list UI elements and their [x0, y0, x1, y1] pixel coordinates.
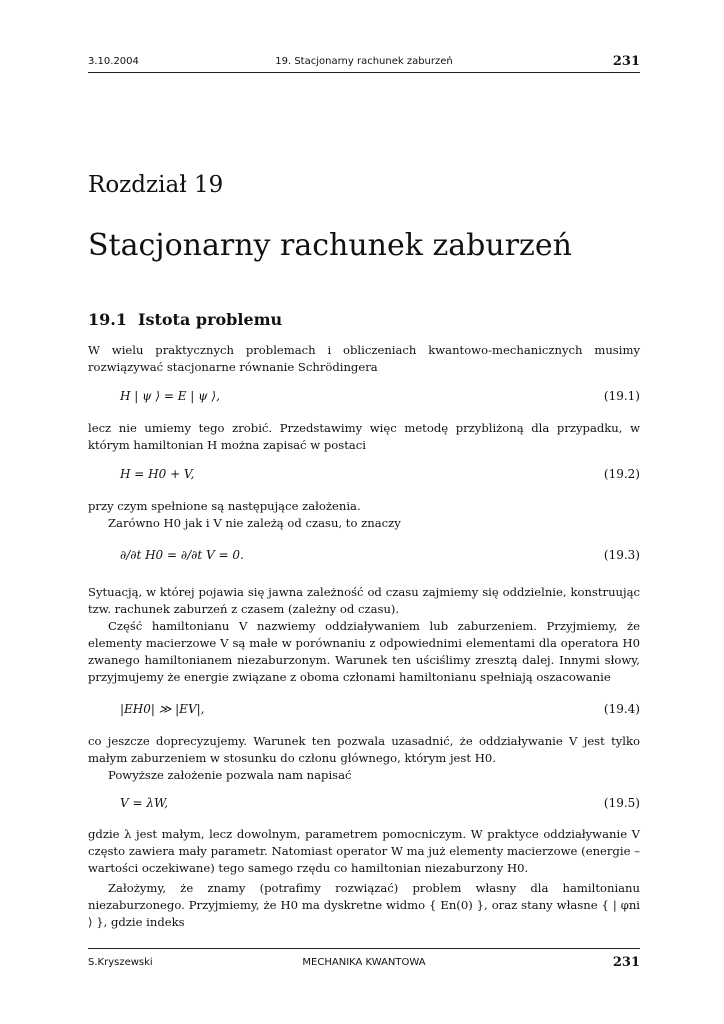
equation-19-2 — [120, 467, 640, 487]
header-page-number: 231 — [612, 54, 640, 69]
paragraph-8: Powyższe założenie pozwala nam napisać — [108, 768, 352, 782]
equation-19-3 — [120, 548, 640, 568]
paragraph-4: Zarówno H0 jak i V nie zależą od czasu, to znaczy — [108, 516, 401, 530]
header-date: 3.10.2004 — [88, 56, 139, 67]
equation-19-4 — [120, 702, 640, 722]
equation-19-1-number: (19.1) — [603, 389, 640, 403]
paragraph-6: Część hamiltonianu V nazwiemy oddziaływaniem lub zaburzeniem. Przyjmiemy, że elementy macierzowe V są małe w porównaniu z odpowiednimi elementami dla operatora H0 zwanego hamiltonianem niezaburzonym. Warunek ten uściślimy zresztą dalej. Innymi słowy, przyjmujemy że energie związane z oboma członami hamiltonianu spełniają oszacowanie — [88, 619, 640, 684]
paragraph-3: przy czym spełnione są następujące założenia. — [88, 499, 361, 513]
chapter-label: Rozdział 19 — [88, 172, 224, 198]
footer-author: S.Kryszewski — [88, 957, 153, 968]
paragraph-10: Założymy, że znamy (potrafimy rozwiązać) problem własny dla hamiltonianu niezaburzonego. Przyjmiemy, że H0 ma dyskretne widmo { En(0) }, oraz stany własne { | φni ⟩ }, gdzie indeks — [88, 881, 640, 929]
paragraph-2: lecz nie umiemy tego zrobić. Przedstawimy więc metodę przybliżoną dla przypadku, w którym hamiltonian H można zapisać w postaci — [88, 421, 640, 452]
running-footer — [88, 948, 640, 975]
equation-19-5 — [120, 796, 640, 816]
equation-19-4-number: (19.4) — [603, 702, 640, 716]
running-header — [88, 56, 640, 73]
footer-title: MECHANIKA KWANTOWA — [302, 957, 426, 968]
paragraph-5: Sytuacją, w której pojawia się jawna zależność od czasu zajmiemy się oddzielnie, konstruując tzw. rachunek zaburzeń z czasem (zależny od czasu). — [88, 585, 640, 616]
equation-19-4-expression: |EH0| ≫ |EV|, — [120, 702, 205, 716]
chapter-title: Stacjonarny rachunek zaburzeń — [88, 228, 572, 263]
equation-19-1 — [120, 389, 640, 409]
equation-19-5-expression: V = λW, — [120, 796, 169, 810]
equation-19-5-number: (19.5) — [603, 796, 640, 810]
header-title: 19. Stacjonarny rachunek zaburzeń — [275, 56, 453, 67]
footer-page-number: 231 — [612, 955, 640, 970]
section-title: Istota problemu — [138, 310, 283, 329]
paragraph-1: W wielu praktycznych problemach i obliczeniach kwantowo-mechanicznych musimy rozwiązywać stacjonarne równanie Schrödingera — [88, 343, 640, 374]
section-heading — [88, 310, 282, 329]
equation-19-2-expression: H = H0 + V, — [120, 467, 195, 481]
equation-19-3-expression: ∂/∂t H0 = ∂/∂t V = 0. — [120, 548, 244, 562]
equation-19-1-expression: H | ψ ⟩ = E | ψ ⟩, — [120, 389, 220, 403]
paragraph-7: co jeszcze doprecyzujemy. Warunek ten pozwala uzasadnić, że oddziaływanie V jest tylko małym zaburzeniem w stosunku do członu głównego, którym jest H0. — [88, 734, 640, 765]
equation-19-2-number: (19.2) — [603, 467, 640, 481]
equation-19-3-number: (19.3) — [603, 548, 640, 562]
paragraph-9: gdzie λ jest małym, lecz dowolnym, parametrem pomocniczym. W praktyce oddziaływanie V często zawiera mały parametr. Natomiast operator W ma już elementy macierzowe (energie – wartości oczekiwane) tego samego rzędu co hamiltonian niezaburzony H0. — [88, 827, 640, 875]
section-number: 19.1 — [88, 310, 127, 329]
